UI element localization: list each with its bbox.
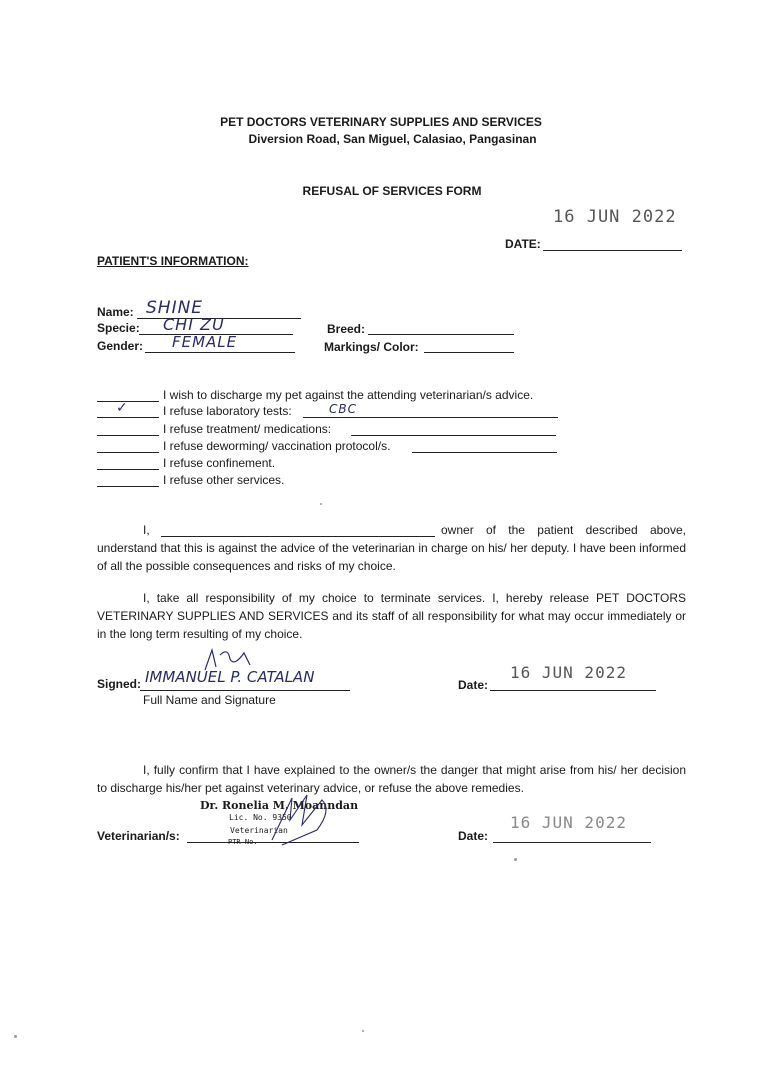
- company-name: PET DOCTORS VETERINARY SUPPLIES AND SERVICES: [220, 115, 542, 129]
- owner-name-line: [161, 536, 435, 537]
- specie-value: CHI ZU: [163, 315, 225, 334]
- scan-speck: [14, 1035, 17, 1038]
- breed-label: Breed:: [327, 322, 366, 336]
- vet-signature-flourish: [262, 790, 342, 850]
- name-label: Name:: [97, 305, 134, 319]
- form-title: REFUSAL OF SERVICES FORM: [302, 184, 482, 198]
- option-check-line[interactable]: [97, 452, 159, 453]
- vet-date-stamp: 16 JUN 2022: [510, 813, 627, 832]
- gender-value: FEMALE: [172, 333, 238, 351]
- markings-label: Markings/ Color:: [324, 340, 419, 354]
- scan-speck: [320, 503, 322, 505]
- owner-signature: IMMANUEL P. CATALAN: [145, 668, 315, 686]
- vet-date-label: Date:: [458, 829, 489, 843]
- vet-stamp-ptr: PTR No.: [228, 838, 258, 846]
- scan-speck: [362, 1030, 364, 1032]
- option-check-line[interactable]: [97, 486, 159, 487]
- option-text: I refuse treatment/ medications:: [163, 422, 332, 436]
- company-address: Diversion Road, San Miguel, Calasiao, Pangasinan: [248, 132, 537, 146]
- owner-signature-flourish: [200, 645, 260, 675]
- option-value-line: [351, 435, 556, 436]
- top-date-stamp: 16 JUN 2022: [553, 207, 677, 227]
- signed-line: [140, 690, 350, 691]
- option-text: I refuse other services.: [163, 473, 285, 487]
- option-value-line: [412, 452, 557, 453]
- scan-speck: [514, 858, 517, 861]
- owner-date-label: Date:: [458, 678, 489, 692]
- breed-line: [368, 334, 514, 335]
- markings-line: [424, 352, 514, 353]
- option-check-mark: ✓: [116, 400, 129, 416]
- option-text: I refuse deworming/ vaccination protocol/s.: [163, 439, 391, 453]
- owner-date-line: [490, 690, 656, 691]
- top-date-label: DATE:: [505, 237, 541, 251]
- option-check-line[interactable]: [97, 417, 159, 418]
- option-text: I refuse confinement.: [163, 456, 276, 470]
- specie-label: Specie:: [97, 321, 140, 335]
- paragraph3: I, fully confirm that I have explained to the owner/s the danger that might arise from his/ her decision to discharge his/her pet against veterinary advice, or refuse the above remedies.: [97, 763, 686, 795]
- option-check-line[interactable]: [97, 435, 159, 436]
- option-value: CBC: [329, 402, 357, 416]
- signed-label: Signed:: [97, 677, 141, 691]
- vet-stamp-name: Dr. Ronelia M. Moanndan: [200, 799, 359, 812]
- paragraph2: I, take all responsibility of my choice to terminate services. I, hereby release PET DOCTORS VETERINARY SUPPLIES AND SERVICES and its staff of all responsibility for what may occur immediately or in the long term resulting of my choice.: [97, 591, 686, 641]
- owner-date-stamp: 16 JUN 2022: [510, 663, 627, 682]
- paragraph1-mid: owner of the patient described above,: [441, 523, 686, 537]
- option-check-line[interactable]: [97, 469, 159, 470]
- option-value-line: [303, 417, 558, 418]
- veterinarian-label: Veterinarian/s:: [97, 829, 180, 843]
- gender-label: Gender:: [97, 339, 144, 353]
- top-date-line: [543, 250, 682, 251]
- vet-date-line: [493, 842, 651, 843]
- option-text: I refuse laboratory tests:: [163, 404, 292, 418]
- signature-caption: Full Name and Signature: [143, 693, 276, 707]
- name-value: SHINE: [146, 298, 204, 318]
- gender-line: [145, 352, 295, 353]
- paragraph1-start: I,: [143, 523, 150, 537]
- vet-stamp-license: Lic. No. 9350: [229, 813, 292, 822]
- vet-stamp-title: Veterinarian: [230, 826, 288, 835]
- patient-section-title: PATIENT'S INFORMATION:: [97, 254, 249, 268]
- option-text: I wish to discharge my pet against the attending veterinarian/s advice.: [163, 388, 534, 402]
- paragraph1-rest: understand that this is against the advice of the veterinarian in charge on his/ her deputy. I have been informed of all the possible consequences and risks of my choice.: [97, 541, 686, 573]
